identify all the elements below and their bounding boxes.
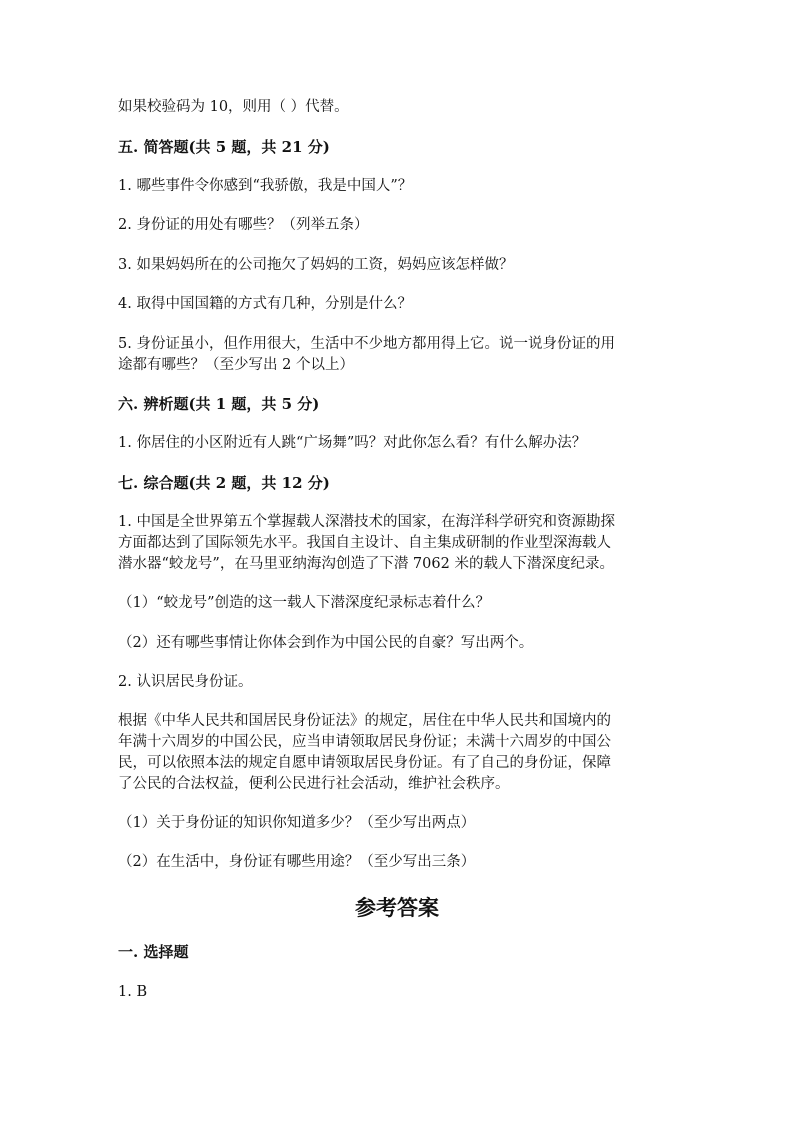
answers-section1-heading: 一. 选择题 (118, 943, 189, 961)
section5-q4: 4. 取得中国国籍的方式有几种，分别是什么？ (118, 296, 412, 312)
intro-line: 如果校验码为 10，则用（ ）代替。 (118, 99, 349, 115)
section7-q2-para-line1: 根据《中华人民共和国居民身份证法》的规定，居住在中华人民共和国境内的 (118, 713, 611, 729)
section5-q2: 2. 身份证的用处有哪些？（列举五条） (118, 217, 369, 233)
section7-q2-para-line2: 年满十六周岁的中国公民，应当申请领取居民身份证；未满十六周岁的中国公 (118, 734, 611, 750)
section7-q2: 2. 认识居民身份证。 (118, 674, 253, 690)
section5-q5-line2: 途都有哪些？（至少写出 2 个以上） (118, 357, 354, 373)
section6-q1: 1. 你居住的小区附近有人跳“广场舞”吗？对此你怎么看？有什么解办法？ (118, 435, 587, 451)
section5-q5-line1: 5. 身份证虽小，但作用很大，生活中不少地方都用得上它。说一说身份证的用 (118, 336, 615, 352)
section5-q1: 1. 哪些事件令你感到“我骄傲，我是中国人”？ (118, 178, 413, 194)
section7-q1-line2: 方面都达到了国际领先水平。我国自主设计、自主集成研制的作业型深海载人 (118, 535, 611, 551)
section6-heading: 六. 辨析题(共 1 题，共 5 分) (118, 395, 320, 413)
answer-1: 1. B (118, 984, 148, 1000)
answers-title: 参考答案 (355, 895, 439, 920)
section7-q1-line3: 潜水器“蛟龙号”，在马里亚纳海沟创造了下潜 7062 米的载人下潜深度纪录。 (118, 556, 614, 572)
section7-q2-sub2: （2）在生活中，身份证有哪些用途？（至少写出三条） (118, 854, 476, 870)
section7-heading: 七. 综合题(共 2 题，共 12 分) (118, 474, 330, 492)
section7-q2-para-line4: 了公民的合法权益，便利公民进行社会活动，维护社会秩序。 (118, 776, 510, 792)
section7-q1-sub2: （2）还有哪些事情让你体会到作为中国公民的自豪？写出两个。 (118, 635, 534, 651)
section7-q1-line1: 1. 中国是全世界第五个掌握载人深潜技术的国家，在海洋科学研究和资源勘探 (118, 514, 615, 530)
section7-q1-sub1: （1）“蛟龙号”创造的这一载人下潜深度纪录标志着什么？ (118, 595, 491, 611)
section5-heading: 五. 简答题(共 5 题，共 21 分) (118, 138, 330, 156)
section5-q3: 3. 如果妈妈所在的公司拖欠了妈妈的工资，妈妈应该怎样做？ (118, 257, 514, 273)
section7-q2-sub1: （1）关于身份证的知识你知道多少？（至少写出两点） (118, 815, 476, 831)
section7-q2-para-line3: 民，可以依照本法的规定自愿申请领取居民身份证。有了自己的身份证，保障 (118, 755, 611, 771)
